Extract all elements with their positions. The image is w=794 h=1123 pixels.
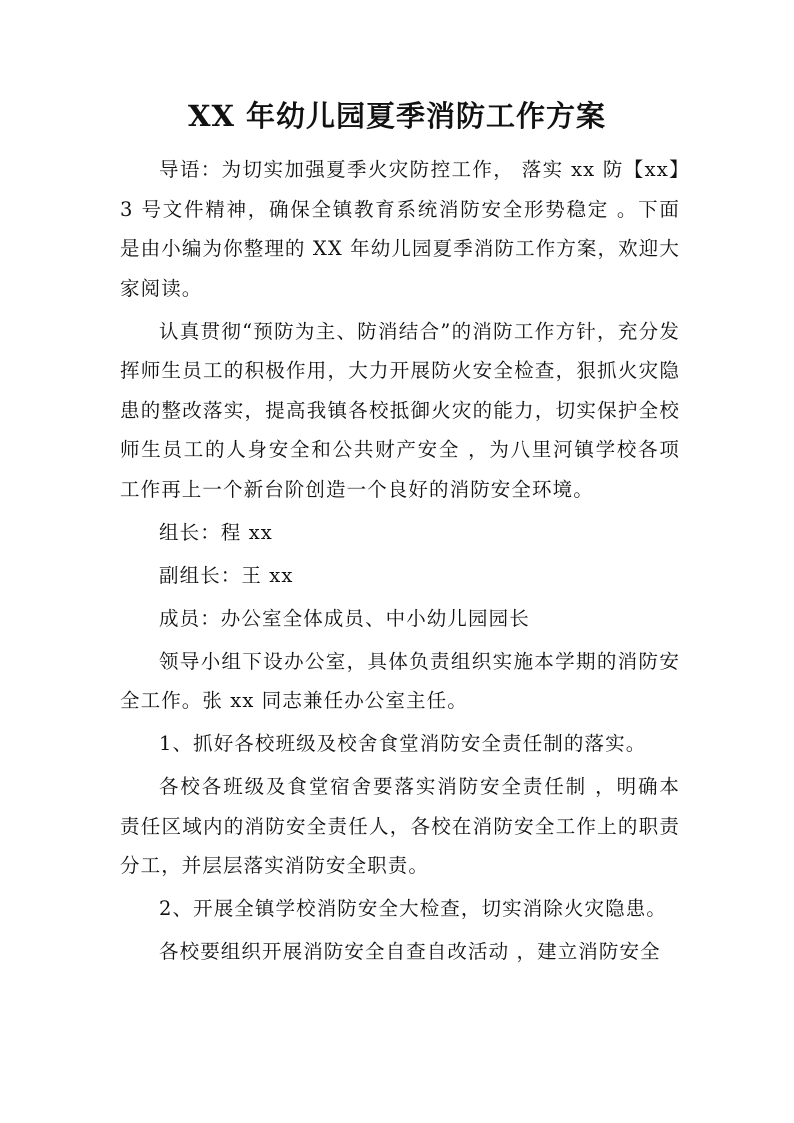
paragraph-office: 领导小组下设办公室，具体负责组织实施本学期的消防安全工作。张 xx 同志兼任办公室主任。 [120, 649, 680, 712]
document-title: XX 年幼儿园夏季消防工作方案 [187, 99, 607, 133]
paragraph-deputy-leader: 副组长：王 xx [159, 563, 294, 587]
paragraph-group-leader: 组长：程 xx [159, 520, 273, 544]
document-body [120, 150, 680, 975]
paragraph-members: 成员：办公室全体成员、中小幼儿园园长 [159, 606, 530, 630]
paragraph-section-1-heading: 1、抓好各校班级及校舍食堂消防安全责任制的落实。 [159, 732, 647, 755]
paragraph-intro: 导语：为切实加强夏季火灾防控工作， 落实 xx 防【xx】3 号文件精神，确保全镇教育系统消防安全形势稳定 。下面是由小编为你整理的 XX 年幼儿园夏季消防工作方案，欢迎大家阅读。 [120, 158, 680, 300]
paragraph-section-2-body: 各校要组织开展消防安全自查自改活动 ，建立消防安全 [159, 940, 661, 963]
paragraph-section-1-body: 各校各班级及食堂宿舍要落实消防安全责任制 ，明确本责任区域内的消防安全责任人，各校在消防安全工作上的职责分工，并层层落实消防安全职责。 [120, 775, 680, 877]
paragraph-policy: 认真贯彻“预防为主、防消结合”的消防工作方针，充分发挥师生员工的积极作用，大力开展防火安全检查，狠抓火灾隐患的整改落实，提高我镇各校抵御火灾的能力，切实保护全校师生员工的人身安全和公共财产安全 ，为八里河镇学校各项工作再上一个新台阶创造一个良好的消防安全环境。 [120, 319, 680, 501]
paragraph-section-2-heading: 2、开展全镇学校消防安全大检查，切实消除火灾隐患。 [159, 897, 667, 920]
